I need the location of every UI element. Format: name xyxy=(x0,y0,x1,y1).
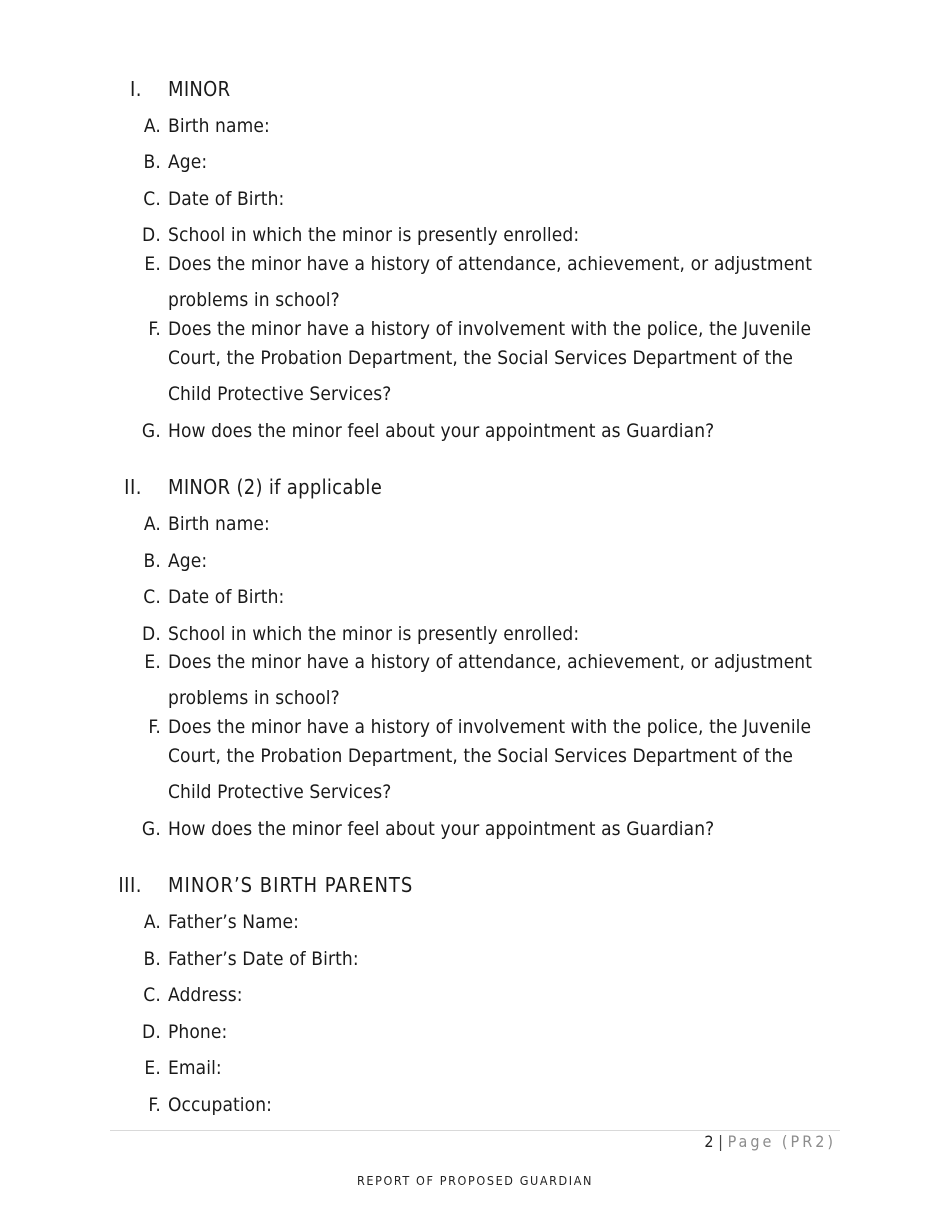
item-line: Child Protective Services? xyxy=(168,383,392,405)
item-line: Birth name: xyxy=(168,115,270,137)
item-text xyxy=(168,1055,828,1081)
item-text xyxy=(168,584,828,610)
item-letter: E. xyxy=(144,1057,161,1079)
page-label: Page (PR2) xyxy=(727,1132,836,1151)
item-letter: B. xyxy=(143,948,161,970)
item-letter: D. xyxy=(142,623,161,645)
page-separator: | xyxy=(718,1132,723,1151)
section-title: MINOR xyxy=(168,77,231,101)
item-line: How does the minor feel about your appointment as Guardian? xyxy=(168,818,715,840)
item-line: How does the minor feel about your appointment as Guardian? xyxy=(168,420,715,442)
item-line: Address: xyxy=(168,984,243,1006)
page-number xyxy=(704,1132,836,1151)
document-title-footer: REPORT OF PROPOSED GUARDIAN xyxy=(356,1173,594,1188)
item-line: Phone: xyxy=(168,1021,228,1043)
section-number: II. xyxy=(124,475,142,499)
item-line: Does the minor have a history of attendance, achievement, or adjustment xyxy=(168,253,813,275)
section-number: III. xyxy=(118,873,142,897)
item-letter: C. xyxy=(143,188,161,210)
item-letter: C. xyxy=(143,984,161,1006)
item-text xyxy=(168,946,828,972)
item-text xyxy=(168,149,828,175)
item-letter: B. xyxy=(143,550,161,572)
section-title: MINOR’S BIRTH PARENTS xyxy=(168,873,414,897)
item-line: Date of Birth: xyxy=(168,188,285,210)
item-line: Email: xyxy=(168,1057,222,1079)
item-line: School in which the minor is presently enrolled: xyxy=(168,623,580,645)
item-line: Age: xyxy=(168,550,208,572)
item-line: Child Protective Services? xyxy=(168,781,392,803)
item-text xyxy=(168,548,828,574)
item-letter: D. xyxy=(142,224,161,246)
item-line: Father’s Name: xyxy=(168,911,299,933)
item-text xyxy=(168,1019,828,1045)
section-minor-2 xyxy=(0,475,950,505)
section-minor xyxy=(0,77,950,107)
item-line: Date of Birth: xyxy=(168,586,285,608)
item-line: Does the minor have a history of involvement with the police, the Juvenile xyxy=(168,716,812,738)
item-letter: D. xyxy=(142,1021,161,1043)
item-line: problems in school? xyxy=(168,289,340,311)
page-number-value: 2 xyxy=(704,1132,714,1151)
item-letter: F. xyxy=(148,318,161,340)
item-text xyxy=(168,621,828,647)
section-title: MINOR (2) if applicable xyxy=(168,475,383,499)
item-text xyxy=(168,982,828,1008)
item-letter: F. xyxy=(148,716,161,738)
item-line: Occupation: xyxy=(168,1094,273,1116)
section-number: I. xyxy=(129,77,142,101)
item-line: Father’s Date of Birth: xyxy=(168,948,359,970)
item-line: Age: xyxy=(168,151,208,173)
item-letter: B. xyxy=(143,151,161,173)
section-heading xyxy=(0,475,950,505)
item-line: Birth name: xyxy=(168,513,270,535)
item-text xyxy=(168,251,828,313)
item-text xyxy=(168,511,828,537)
item-line: School in which the minor is presently enrolled: xyxy=(168,224,580,246)
item-text xyxy=(168,649,828,711)
section-birth-parents xyxy=(0,873,950,903)
item-text xyxy=(168,222,828,248)
item-text xyxy=(168,113,828,139)
section-heading xyxy=(0,77,950,107)
item-text xyxy=(168,186,828,212)
item-letter: F. xyxy=(148,1094,161,1116)
item-line: Does the minor have a history of involvement with the police, the Juvenile xyxy=(168,318,812,340)
item-text xyxy=(168,909,828,935)
item-text xyxy=(168,418,828,444)
item-text xyxy=(168,1092,828,1118)
item-line: problems in school? xyxy=(168,687,340,709)
item-letter: A. xyxy=(143,513,161,535)
item-line: Does the minor have a history of attendance, achievement, or adjustment xyxy=(168,651,813,673)
item-letter: C. xyxy=(143,586,161,608)
item-letter: A. xyxy=(143,911,161,933)
item-letter: G. xyxy=(141,818,161,840)
item-letter: G. xyxy=(141,420,161,442)
item-letter: E. xyxy=(144,253,161,275)
item-line: Court, the Probation Department, the Social Services Department of the xyxy=(168,745,794,767)
item-text xyxy=(168,714,828,805)
item-letter: E. xyxy=(144,651,161,673)
footer-divider xyxy=(110,1130,840,1131)
item-letter: A. xyxy=(143,115,161,137)
section-heading xyxy=(0,873,950,903)
item-line: Court, the Probation Department, the Social Services Department of the xyxy=(168,347,794,369)
item-text xyxy=(168,316,828,407)
item-text xyxy=(168,816,828,842)
